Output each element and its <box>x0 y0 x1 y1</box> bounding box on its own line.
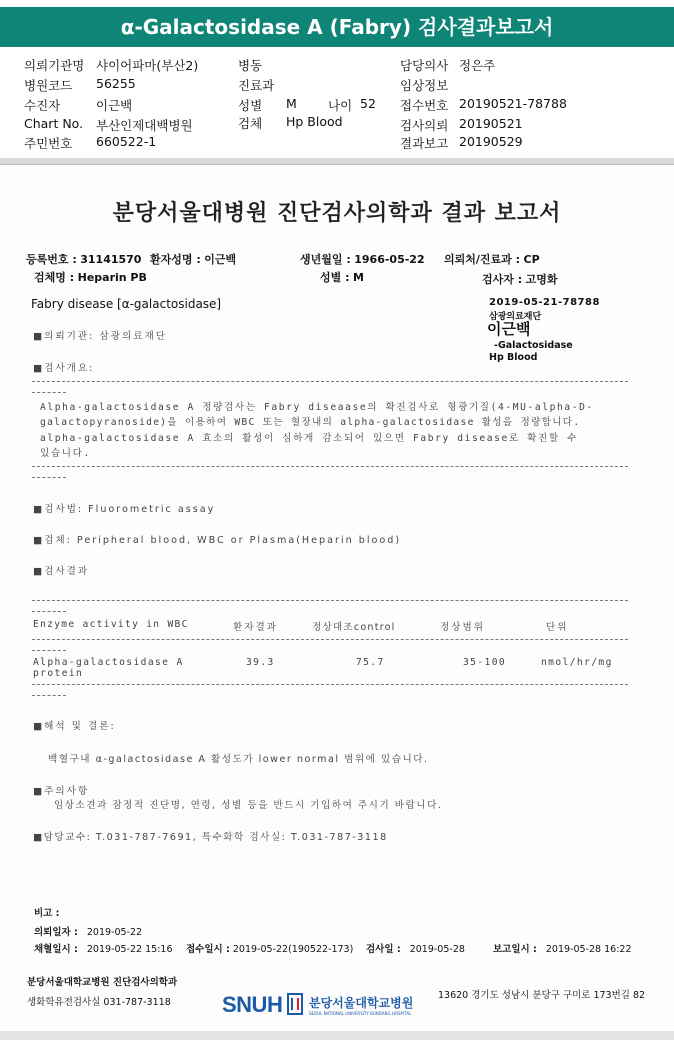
label-result-report: 결과보고 <box>400 136 449 151</box>
table-cell-control: 75.7 <box>356 657 385 668</box>
hospital-address: 13620 경기도 성남시 분당구 구미로 173번길 82 <box>438 990 646 1001</box>
value-physician: 정은주 <box>459 58 496 73</box>
footer-dept-name: 분당서울대학교병원 진단검사의학과 <box>27 977 178 988</box>
overview-line-2: galactopyranoside)을 이용하여 WBC 또는 혈장내의 alpha-galactosidase 활성을 정량합니다. <box>40 417 581 428</box>
report-banner-title: α-Galactosidase A (Fabry) 검사결과보고서 <box>0 7 674 47</box>
disease-title: Fabry disease [α-galactosidase] <box>31 297 222 311</box>
divider <box>32 466 628 467</box>
receipt-datetime: 2019-05-22(190522-173) <box>232 944 354 955</box>
dept: CP <box>523 253 540 266</box>
table-divider <box>32 684 628 685</box>
report-title: 분당서울대병원 진단검사의학과 결과 보고서 <box>112 201 562 226</box>
label-age: 나이 <box>328 98 353 113</box>
examiner-label: 검사자 : <box>482 273 523 286</box>
sticker-specimen: Hp Blood <box>489 352 538 363</box>
value-patient: 이근백 <box>96 98 133 113</box>
bottom-bar <box>0 1031 674 1040</box>
label-test-request: 검사의뢰 <box>400 118 449 133</box>
report-datetime: 2019-05-28 16:22 <box>545 944 632 955</box>
overview-line-1: Alpha-galactosidase A 정량검사는 Fabry diseaase의 확진검사로 형광기질(4-MU-alpha-D- <box>40 402 594 413</box>
table-header-normal-range: 정상범위 <box>440 622 486 633</box>
snuh-logo-text: SNUH <box>222 992 283 1017</box>
collect-datetime: 2019-05-22 15:16 <box>86 944 173 955</box>
overview-line-3: alpha-galactosidase A 효소의 활성이 심하게 감소되어 있으면 Fabry disease로 확진할 수 <box>40 433 579 444</box>
dob-label: 생년월일 : <box>300 253 351 266</box>
remarks-label: 비고 : <box>34 908 60 919</box>
label-sex: 성별 <box>238 98 263 113</box>
table-divider <box>32 695 66 696</box>
value-hospital-code: 56255 <box>96 76 136 91</box>
label-clinical-info: 임상정보 <box>400 78 449 93</box>
examiner: 고명화 <box>525 273 558 286</box>
caution-text: 임상소견과 잠정적 진단명, 연령, 성별 등을 반드시 기입하여 주시기 바랍니다. <box>54 800 443 811</box>
reg-no-label: 등록번호 : <box>26 253 77 266</box>
label-resident-no: 주민번호 <box>24 136 73 151</box>
value-result-report: 20190529 <box>459 134 523 149</box>
hospital-name-en: SEOUL NATIONAL UNIVERSITY BUNDANG HOSPITAL <box>309 1011 412 1016</box>
request-date-label: 의뢰일자 : <box>34 927 78 938</box>
collect-label: 채혈일시 : <box>34 944 78 955</box>
sticker-institution: 삼광의료재단 <box>489 312 542 322</box>
specimen-name: Heparin PB <box>77 271 147 284</box>
label-ward: 병동 <box>238 58 263 73</box>
overview-line-4: 있습니다. <box>40 448 91 459</box>
value-test-request: 20190521 <box>459 116 523 131</box>
table-cell-normal-range: 35-100 <box>463 657 507 668</box>
label-requester: 의뢰기관명 <box>24 58 85 73</box>
label-physician: 담당의사 <box>400 58 449 73</box>
table-divider <box>32 611 66 612</box>
label-patient: 수진자 <box>24 98 61 113</box>
contact-line: ■담당교수: T.031-787-7691, 특수화학 검사실: T.031-787-3118 <box>33 832 388 843</box>
report-datetime-label: 보고일시 : <box>493 944 537 955</box>
label-hospital-code: 병원코드 <box>24 78 73 93</box>
interpretation-text: 백혈구내 α-galactosidase A 활성도가 lower normal 범위에 있습니다. <box>48 754 429 765</box>
label-specimen: 검체 <box>238 116 263 131</box>
sex-label: 성별 : <box>320 271 350 284</box>
scanned-report-page <box>0 165 674 1031</box>
method-line: ■검사법: Fluorometric assay <box>33 504 216 515</box>
test-date: 2019-05-28 <box>409 944 465 955</box>
dob: 1966-05-22 <box>354 253 425 266</box>
specimen-name-label: 검체명 : <box>34 271 75 284</box>
specimen-line: ■검체: Peripheral blood, WBC or Plasma(Heparin blood) <box>33 535 402 546</box>
hospital-name: 분당서울대학교병원 <box>309 996 414 1010</box>
caution-heading: ■주의사항 <box>33 786 90 797</box>
divider <box>32 392 66 393</box>
value-resident-no: 660522-1 <box>96 134 157 149</box>
value-chart-no: 부산인제대백병원 <box>96 118 193 133</box>
sticker-patient-name: 이근백 <box>487 320 531 338</box>
footer-lab-phone: 생화학유전검사실 031-787-3118 <box>27 997 171 1008</box>
test-date-label: 검사일 : <box>366 944 401 955</box>
patient-name: 이근백 <box>204 253 237 266</box>
value-sex: M <box>286 96 297 111</box>
table-cell-enzyme-cont: protein <box>33 668 84 679</box>
table-divider <box>32 600 628 601</box>
table-header-control: 정상대조control <box>312 622 396 633</box>
table-cell-unit: nmol/hr/mg <box>541 657 613 668</box>
sex-value: M <box>352 271 364 284</box>
label-receipt-no: 접수번호 <box>400 98 449 113</box>
divider <box>32 381 628 382</box>
patient-name-label: 환자성명 : <box>150 253 201 266</box>
receipt-label: 접수일시 : <box>186 944 230 955</box>
overview-heading: ■검사개요: <box>33 363 95 374</box>
sticker-test-name: -Galactosidase <box>494 340 573 351</box>
table-divider <box>32 650 66 651</box>
table-divider <box>32 639 628 640</box>
interpretation-heading: ■해석 및 결론: <box>33 721 116 732</box>
reg-no: 31141570 <box>80 253 142 266</box>
value-age: 52 <box>360 96 376 111</box>
label-department: 진료과 <box>238 78 275 93</box>
value-specimen: Hp Blood <box>286 114 343 129</box>
value-receipt-no: 20190521-78788 <box>459 96 567 111</box>
table-header-patient-result: 환자결과 <box>233 622 279 633</box>
divider <box>32 477 66 478</box>
table-cell-patient-result: 39.3 <box>246 657 275 668</box>
request-date: 2019-05-22 <box>86 927 143 938</box>
table-cell-enzyme: Alpha-galactosidase A <box>33 657 184 668</box>
result-heading: ■검사결과 <box>33 566 90 577</box>
dept-label: 의뢰처/진료과 : <box>444 253 521 266</box>
table-header-enzyme: Enzyme activity in WBC <box>33 619 189 630</box>
table-header-unit: 단위 <box>546 622 569 633</box>
sticker-receipt-no: 2019-05-21-78788 <box>489 297 600 308</box>
label-chart-no: Chart No. <box>24 116 84 131</box>
institution-line: ■의뢰기관: 삼광의료재단 <box>33 331 168 342</box>
value-requester: 샤이어파마(부산2) <box>96 58 199 73</box>
snuh-emblem-icon <box>287 992 305 1016</box>
